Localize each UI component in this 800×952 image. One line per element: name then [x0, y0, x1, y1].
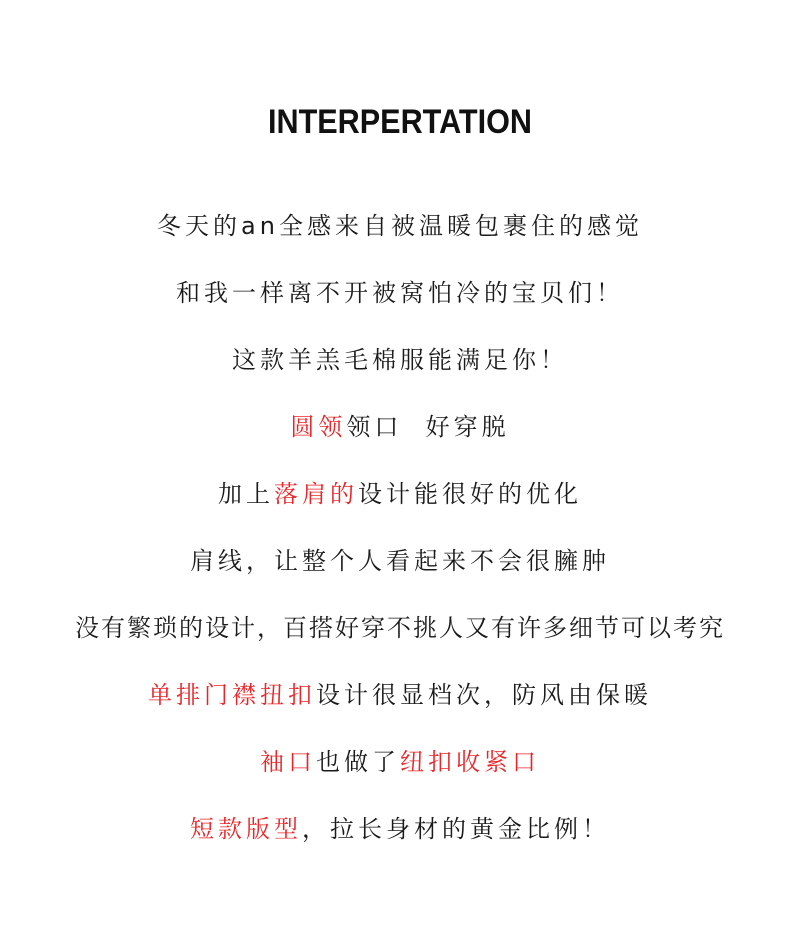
- text-segment: 肩线，让整个人看起来不会很臃肿: [190, 547, 610, 575]
- text-line: [0, 602, 800, 669]
- description-text-block: [0, 200, 800, 870]
- page-title: INTERPERTATION: [267, 103, 533, 141]
- highlighted-text-segment: 落肩的: [274, 480, 358, 508]
- text-line: [0, 669, 800, 736]
- text-segment: ，拉长身材的黄金比例！: [302, 815, 610, 843]
- text-line: [0, 736, 800, 803]
- text-line: [0, 267, 800, 334]
- text-segment: 加上: [218, 480, 274, 508]
- text-segment: 和我一样离不开被窝怕冷的宝贝们！: [176, 279, 624, 307]
- text-line: [0, 803, 800, 870]
- highlighted-text-segment: 短款版型: [190, 815, 302, 843]
- text-segment: 设计能很好的优化: [358, 480, 582, 508]
- text-line: [0, 200, 800, 267]
- text-line: [0, 468, 800, 535]
- text-line: [0, 334, 800, 401]
- text-line: [0, 535, 800, 602]
- text-line: [0, 401, 800, 468]
- highlighted-text-segment: 袖口: [260, 748, 316, 776]
- highlighted-text-segment: 纽扣收紧口: [400, 748, 540, 776]
- text-segment: 也做了: [316, 748, 400, 776]
- text-segment: 设计很显档次，防风由保暖: [316, 681, 652, 709]
- text-segment: 没有繁琐的设计，百搭好穿不挑人又有许多细节可以考究: [75, 614, 725, 642]
- text-segment: 领口 好穿脱: [346, 413, 510, 441]
- highlighted-text-segment: 圆领: [290, 413, 347, 441]
- text-segment: 冬天的an全感来自被温暖包裹住的感觉: [157, 212, 643, 240]
- text-segment: 这款羊羔毛棉服能满足你！: [232, 346, 568, 374]
- highlighted-text-segment: 单排门襟扭扣: [148, 681, 316, 709]
